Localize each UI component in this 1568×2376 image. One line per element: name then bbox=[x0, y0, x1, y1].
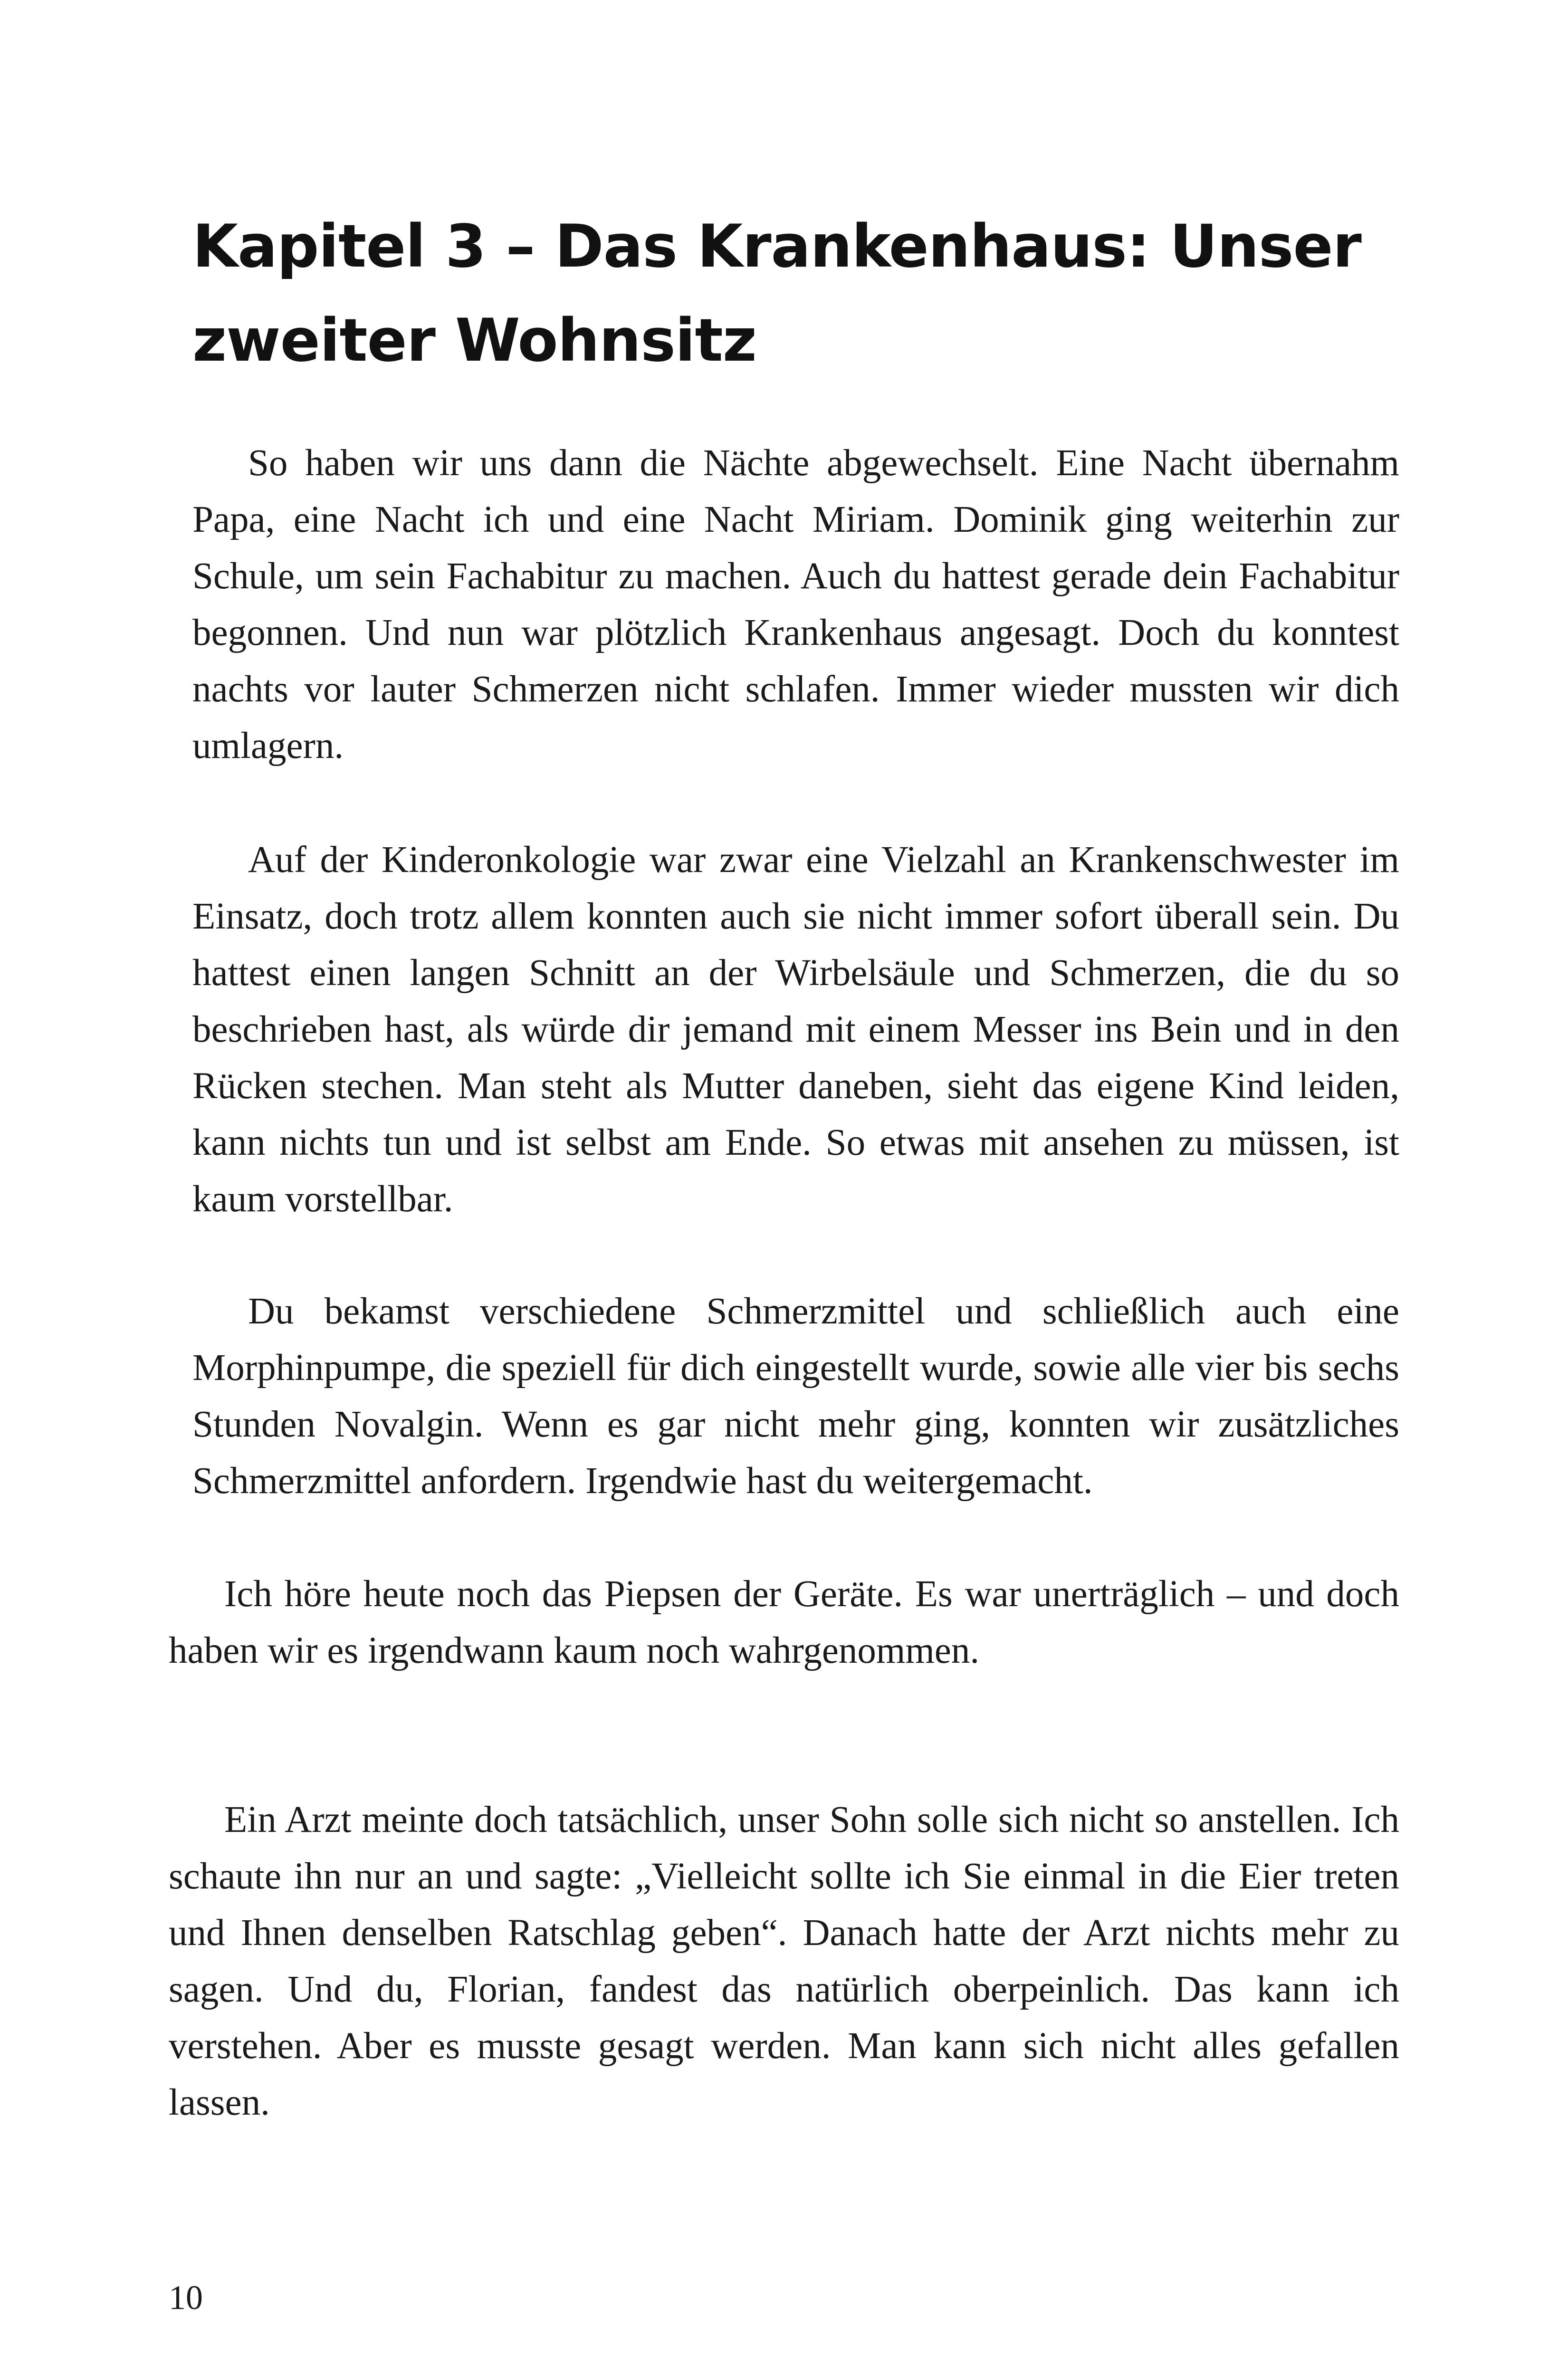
chapter-title: Kapitel 3 – Das Krankenhaus: Unser zweiter Wohnsitz bbox=[192, 212, 1361, 375]
paragraph-5: Ein Arzt meinte doch tatsächlich, unser Sohn solle sich nicht so anstellen. Ich schaute ihn nur an und sagte: „Vielleicht sollte ich Sie einmal in die Eier treten und Ihnen denselben Ratschlag geben“. Danach hatte der Arzt nichts mehr zu sagen. Und du, Florian, fandest das natürlich oberpeinlich. Das kann ich verstehen. Aber es musste gesagt werden. Man kann sich nicht alles gefallen lassen. bbox=[169, 1799, 1399, 2123]
paragraph-4: Ich höre heute noch das Piepsen der Geräte. Es war unerträglich – und doch haben wir es irgendwann kaum noch wahrgenommen. bbox=[169, 1573, 1399, 1671]
paragraph-1: So haben wir uns dann die Nächte abgewechselt. Eine Nacht übernahm Papa, eine Nacht ich und eine Nacht Miriam. Dominik ging weiterhin zur Schule, um sein Fachabitur zu machen. Auch du hattest gerade dein Fachabitur begonnen. Und nun war plötzlich Krankenhaus angesagt. Doch du konntest nachts vor lauter Schmerzen nicht schlafen. Immer wieder mussten wir dich umlagern. bbox=[192, 442, 1399, 766]
page-number: 10 bbox=[169, 2279, 203, 2317]
paragraph-2: Auf der Kinderonkologie war zwar eine Vielzahl an Krankenschwester im Einsatz, doch trotz allem konnten auch sie nicht immer sofort überall sein. Du hattest einen langen Schnitt an der Wirbelsäule und Schmerzen, die du so beschrieben hast, als würde dir jemand mit einem Messer ins Bein und in den Rücken stechen. Man steht als Mutter daneben, sieht das eigene Kind leiden, kann nichts tun und ist selbst am Ende. So etwas mit ansehen zu müssen, ist kaum vorstellbar. bbox=[192, 839, 1399, 1220]
paragraph-3: Du bekamst verschiedene Schmerzmittel und schließlich auch eine Morphinpumpe, die speziell für dich eingestellt wurde, sowie alle vier bis sechs Stunden Novalgin. Wenn es gar nicht mehr ging, konnten wir zusätzliches Schmerzmittel anfordern. Irgendwie hast du weitergemacht. bbox=[192, 1291, 1399, 1502]
